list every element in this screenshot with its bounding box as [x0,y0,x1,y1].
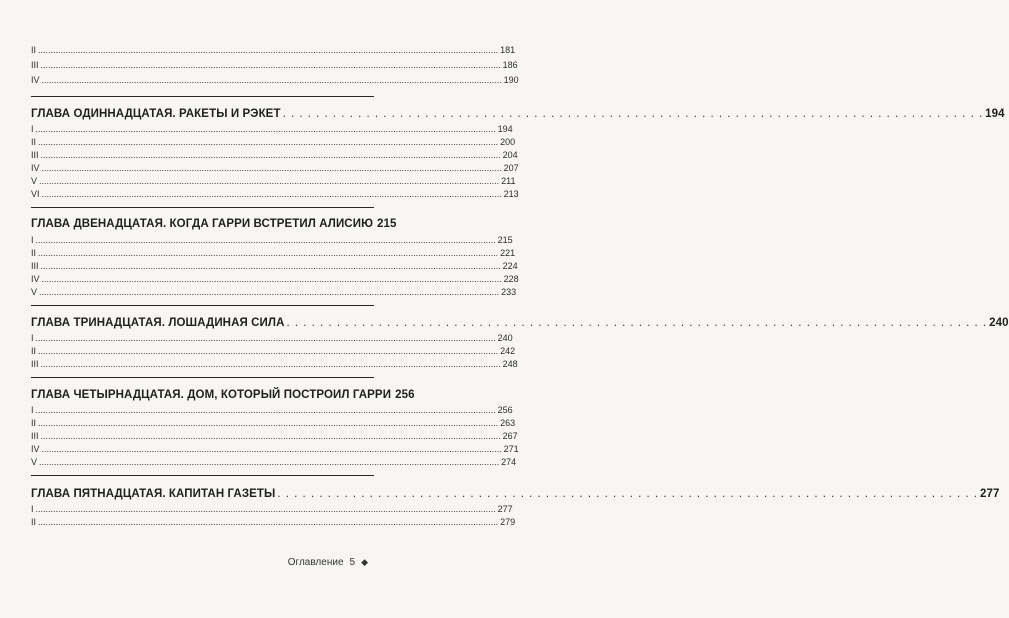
entry-page: 224 [502,261,518,271]
toc-entry [31,124,513,136]
footer-label: Оглавление [287,557,344,568]
entry-number: II [31,45,37,55]
entry-page: 279 [500,517,516,527]
chapter-title: ГЛАВА ЧЕТЫРНАДЦАТАЯ. ДОМ, КОТОРЫЙ ПОСТРОИЛ ГАРРИ [31,389,392,401]
entry-page: 181 [500,45,516,55]
entry-number: I [31,124,34,134]
toc-entry [31,346,516,358]
entry-number: II [31,248,37,258]
chapter-title: ГЛАВА ТРИНАДЦАТАЯ. ЛОШАДИНАЯ СИЛА [31,317,285,329]
toc-entry [31,261,518,273]
page-footer [288,557,368,568]
entry-number: IV [31,75,40,85]
entry-page: 271 [503,444,519,454]
entry-number: III [31,60,39,70]
entry-number: IV [31,274,40,284]
toc-entry [31,176,516,188]
entry-page: 233 [501,287,517,297]
entry-number: V [31,287,38,297]
toc-entry [31,333,513,345]
entry-page: 200 [500,137,516,147]
chapter-heading[interactable] [31,108,1005,120]
chapter-heading[interactable] [31,389,415,401]
entry-page: 240 [497,333,513,343]
toc-entry [31,359,518,371]
toc-entry [31,248,516,260]
entry-page: 242 [500,346,516,356]
chapter-title: ГЛАВА ДВЕНАДЦАТАЯ. КОГДА ГАРРИ ВСТРЕТИЛ АЛИСИЮ [31,218,374,230]
entry-page: 186 [502,60,518,70]
entry-number: II [31,137,37,147]
toc-entry [31,457,517,469]
entry-page: 207 [503,163,519,173]
toc-entry [31,418,516,430]
toc-entry [31,405,513,417]
entry-number: I [31,504,34,514]
toc-entry [31,163,519,175]
entry-number: IV [31,163,40,173]
toc-entry [31,287,517,299]
entry-number: I [31,405,34,415]
entry-page: 277 [497,504,513,514]
chapter-page: 277 [979,488,1000,500]
entry-number: II [31,346,37,356]
toc-entry [31,274,519,286]
toc-entry [31,504,513,516]
chapter-page: 194 [985,108,1005,120]
entry-page: 228 [503,274,519,284]
entry-number: VI [31,189,40,199]
section-rule [31,475,374,476]
entry-number: II [31,418,37,428]
entry-page: 211 [501,176,516,186]
toc-entry [31,75,519,87]
entry-page: 221 [500,248,516,258]
chapter-page: 240 [989,317,1009,329]
section-rule [31,96,374,97]
entry-page: 213 [503,189,519,199]
entry-number: III [31,150,39,160]
toc-entry [31,517,516,529]
entry-page: 190 [503,75,519,85]
section-rule [31,305,374,306]
section-rule [31,207,374,208]
diamond-ornament-icon: ◆ [361,557,368,567]
chapter-title: ГЛАВА ПЯТНАДЦАТАЯ. КАПИТАН ГАЗЕТЫ [31,488,276,500]
toc-entry [31,431,518,443]
entry-number: IV [31,444,40,454]
entry-page: 215 [497,235,513,245]
entry-number: I [31,235,34,245]
toc-entry [31,150,518,162]
chapter-heading[interactable] [31,218,397,230]
entry-page: 194 [497,124,513,134]
chapter-title: ГЛАВА ОДИННАДЦАТАЯ. РАКЕТЫ И РЭКЕТ [31,108,281,120]
entry-number: II [31,517,37,527]
entry-number: I [31,333,34,343]
chapter-page: 215 [377,218,397,230]
entry-page: 263 [500,418,516,428]
chapter-heading[interactable] [31,488,1000,500]
section-rule [31,377,374,378]
entry-number: III [31,261,39,271]
entry-page: 267 [502,431,518,441]
entry-number: V [31,176,38,186]
toc-entry [31,444,519,456]
entry-page: 274 [501,457,517,467]
toc-entry [31,137,516,149]
entry-page: 256 [497,405,513,415]
toc-entry [31,189,519,201]
toc-entry [31,235,513,247]
toc-entry [31,45,516,57]
entry-page: 248 [502,359,518,369]
entry-number: III [31,431,39,441]
toc-entry [31,60,518,72]
page-number: 5 [349,557,356,568]
entry-number: III [31,359,39,369]
chapter-heading[interactable] [31,317,1009,329]
chapter-page: 256 [395,389,415,401]
entry-page: 204 [502,150,518,160]
entry-number: V [31,457,38,467]
